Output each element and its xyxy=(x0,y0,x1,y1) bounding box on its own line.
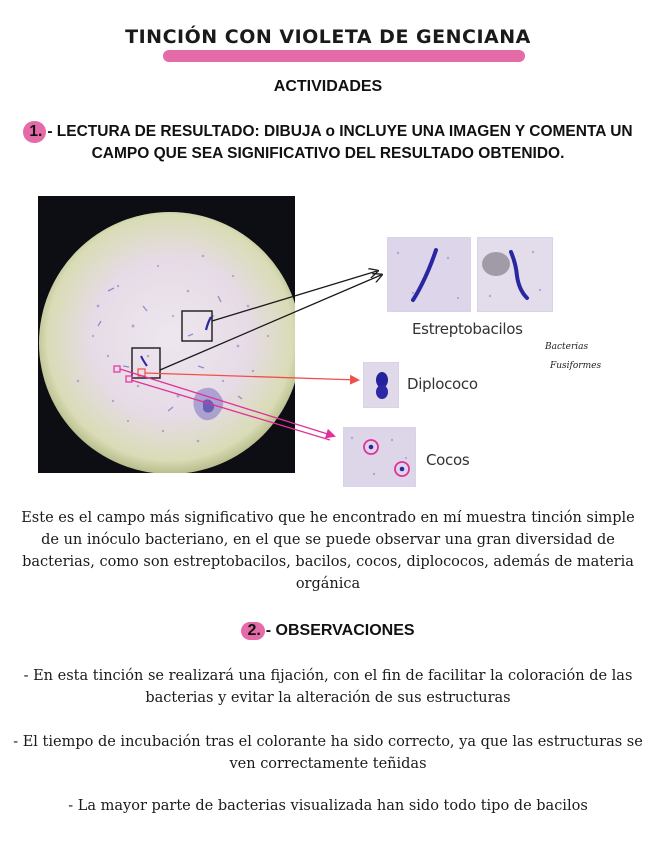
estreptobacilos-image-1 xyxy=(387,237,471,312)
page-title: TINCIÓN CON VIOLETA DE GENCIANA xyxy=(125,26,531,48)
page-subtitle: ACTIVIDADES xyxy=(273,78,383,95)
microscope-field-image xyxy=(38,196,295,473)
section-2-heading-text: - OBSERVACIONES xyxy=(265,622,415,639)
estreptobacilos-sample-2 xyxy=(478,238,552,311)
handwritten-note xyxy=(545,340,601,373)
diplococo-image xyxy=(363,362,399,408)
result-description: Este es el campo más significativo que he encontrado en mí muestra tinción simple de un inóculo bacteriano, en el que se puede observar una gran diversidad de bacterias, como son estreptobacilos, bacilos, cocos, diplococos, además de materia orgánica xyxy=(21,510,635,592)
section-2-number: 2. xyxy=(241,622,264,640)
observation-item: - En esta tinción se realizará una fijación, con el fin de facilitar la coloración de las bacterias y evitar la alteración de sus estructuras xyxy=(23,668,633,706)
section-2-heading xyxy=(0,622,656,640)
section-1-heading-text: - LECTURA DE RESULTADO: DIBUJA o INCLUYE UNA IMAGEN Y COMENTA UN CAMPO QUE SEA SIGNIFICATIVO DEL RESULTADO OBTENIDO. xyxy=(47,123,633,162)
cocos-image xyxy=(343,427,416,487)
estreptobacilos-sample-1 xyxy=(388,238,470,311)
microscope-field-illustration xyxy=(38,196,295,473)
section-1-number: 1. xyxy=(23,121,46,143)
label-estreptobacilos: Estreptobacilos xyxy=(412,320,523,338)
label-cocos: Cocos xyxy=(426,451,470,469)
diplococo-sample xyxy=(364,363,398,407)
handwritten-note-line-2: Fusiformes xyxy=(550,361,602,371)
title-highlight-bar xyxy=(163,50,525,62)
cocos-sample xyxy=(344,428,415,486)
label-diplococo: Diplococo xyxy=(407,375,478,393)
handwritten-note-line-1: Bacterias xyxy=(545,342,589,352)
section-1-heading xyxy=(20,121,636,165)
observation-item: - El tiempo de incubación tras el colorante ha sido correcto, ya que las estructuras se ven correctamente teñidas xyxy=(13,734,643,772)
estreptobacilos-image-2 xyxy=(477,237,553,312)
observation-item: - La mayor parte de bacterias visualizada han sido todo tipo de bacilos xyxy=(68,798,588,814)
